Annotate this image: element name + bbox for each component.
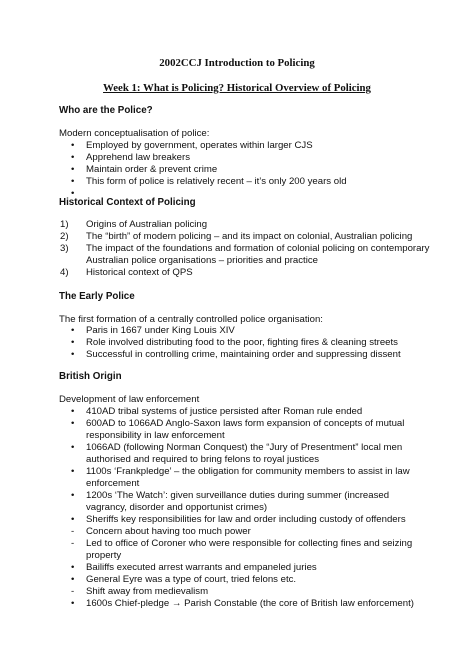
historical-context-numbered-list	[60, 219, 436, 279]
list-item: - Led to office of Coroner who were responsible for collecting fines and seizing property	[71, 538, 413, 561]
bullet-icon: •	[71, 164, 75, 175]
section-intro: Development of law enforcement	[59, 394, 200, 405]
list-item: 3) The impact of the foundations and formation of colonial policing on contemporary Australian police organisations – priorities and practice	[60, 243, 430, 266]
bullet-icon: •	[71, 152, 75, 163]
section-heading-historical-context: Historical Context of Policing	[59, 197, 196, 208]
list-item: • 600AD to 1066AD Anglo-Saxon laws form expansion of concepts of mutual responsibility in law enforcement	[71, 418, 405, 441]
early-police-bullet-list	[71, 325, 446, 361]
list-item: • Sheriffs key responsibilities for law and order including custody of offenders	[71, 514, 406, 525]
section-heading-who-are-police: Who are the Police?	[59, 105, 153, 116]
document-subtitle: Week 1: What is Policing? Historical Overview of Policing	[103, 82, 371, 94]
list-item: • Bailiffs executed arrest warrants and empaneled juries	[71, 562, 317, 573]
bullet-icon: •	[71, 140, 75, 151]
bullet-icon: •	[71, 337, 75, 348]
section-heading-british-origin: British Origin	[59, 371, 122, 382]
bullet-icon: •	[71, 325, 75, 336]
section-heading-early-police: The Early Police	[59, 291, 135, 302]
british-origin-list	[71, 406, 426, 610]
document-title: 2002CCJ Introduction to Policing	[159, 57, 315, 69]
bullet-icon: •	[71, 349, 75, 360]
list-item: 4) Historical context of QPS	[60, 267, 193, 278]
list-item: • Apprehend law breakers	[71, 152, 190, 163]
list-item: • Maintain order & prevent crime	[71, 164, 218, 175]
police-bullet-list	[71, 140, 426, 200]
list-item: • 1600s Chief-pledge → Parish Constable (the core of British law enforcement)	[71, 598, 414, 609]
list-item: • Successful in controlling crime, maintaining order and suppressing dissent	[71, 349, 401, 360]
list-item: 1) Origins of Australian policing	[60, 219, 208, 230]
list-item: • Role involved distributing food to the poor, fighting fires & cleaning streets	[71, 337, 398, 348]
bullet-icon: •	[71, 188, 75, 199]
section-intro: Modern conceptualisation of police:	[59, 128, 210, 139]
list-item: • Paris in 1667 under King Louis XIV	[71, 325, 235, 336]
list-item: - Concern about having too much power	[71, 526, 251, 537]
list-item: • Employed by government, operates within larger CJS	[71, 140, 313, 151]
list-item: - Shift away from medievalism	[71, 586, 209, 597]
bullet-icon: •	[71, 176, 75, 187]
list-item: • This form of police is relatively recent – it’s only 200 years old	[71, 176, 347, 187]
list-item: • 410AD tribal systems of justice persisted after Roman rule ended	[71, 406, 363, 417]
list-item: • 1200s ‘The Watch’: given surveillance duties during summer (increased vagrancy, disorder and opportunist crimes)	[71, 490, 390, 513]
section-intro: The first formation of a centrally controlled police organisation:	[59, 314, 323, 325]
list-item: 2) The “birth” of modern policing – and its impact on colonial, Australian policing	[60, 231, 413, 242]
list-item: • General Eyre was a type of court, tried felons etc.	[71, 574, 297, 585]
list-item: • 1100s ‘Frankpledge’ – the obligation for community members to assist in law enforcement	[71, 466, 410, 489]
list-item: • 1066AD (following Norman Conquest) the “Jury of Presentment” local men authorised and required to bring felons to royal justices	[71, 442, 403, 465]
